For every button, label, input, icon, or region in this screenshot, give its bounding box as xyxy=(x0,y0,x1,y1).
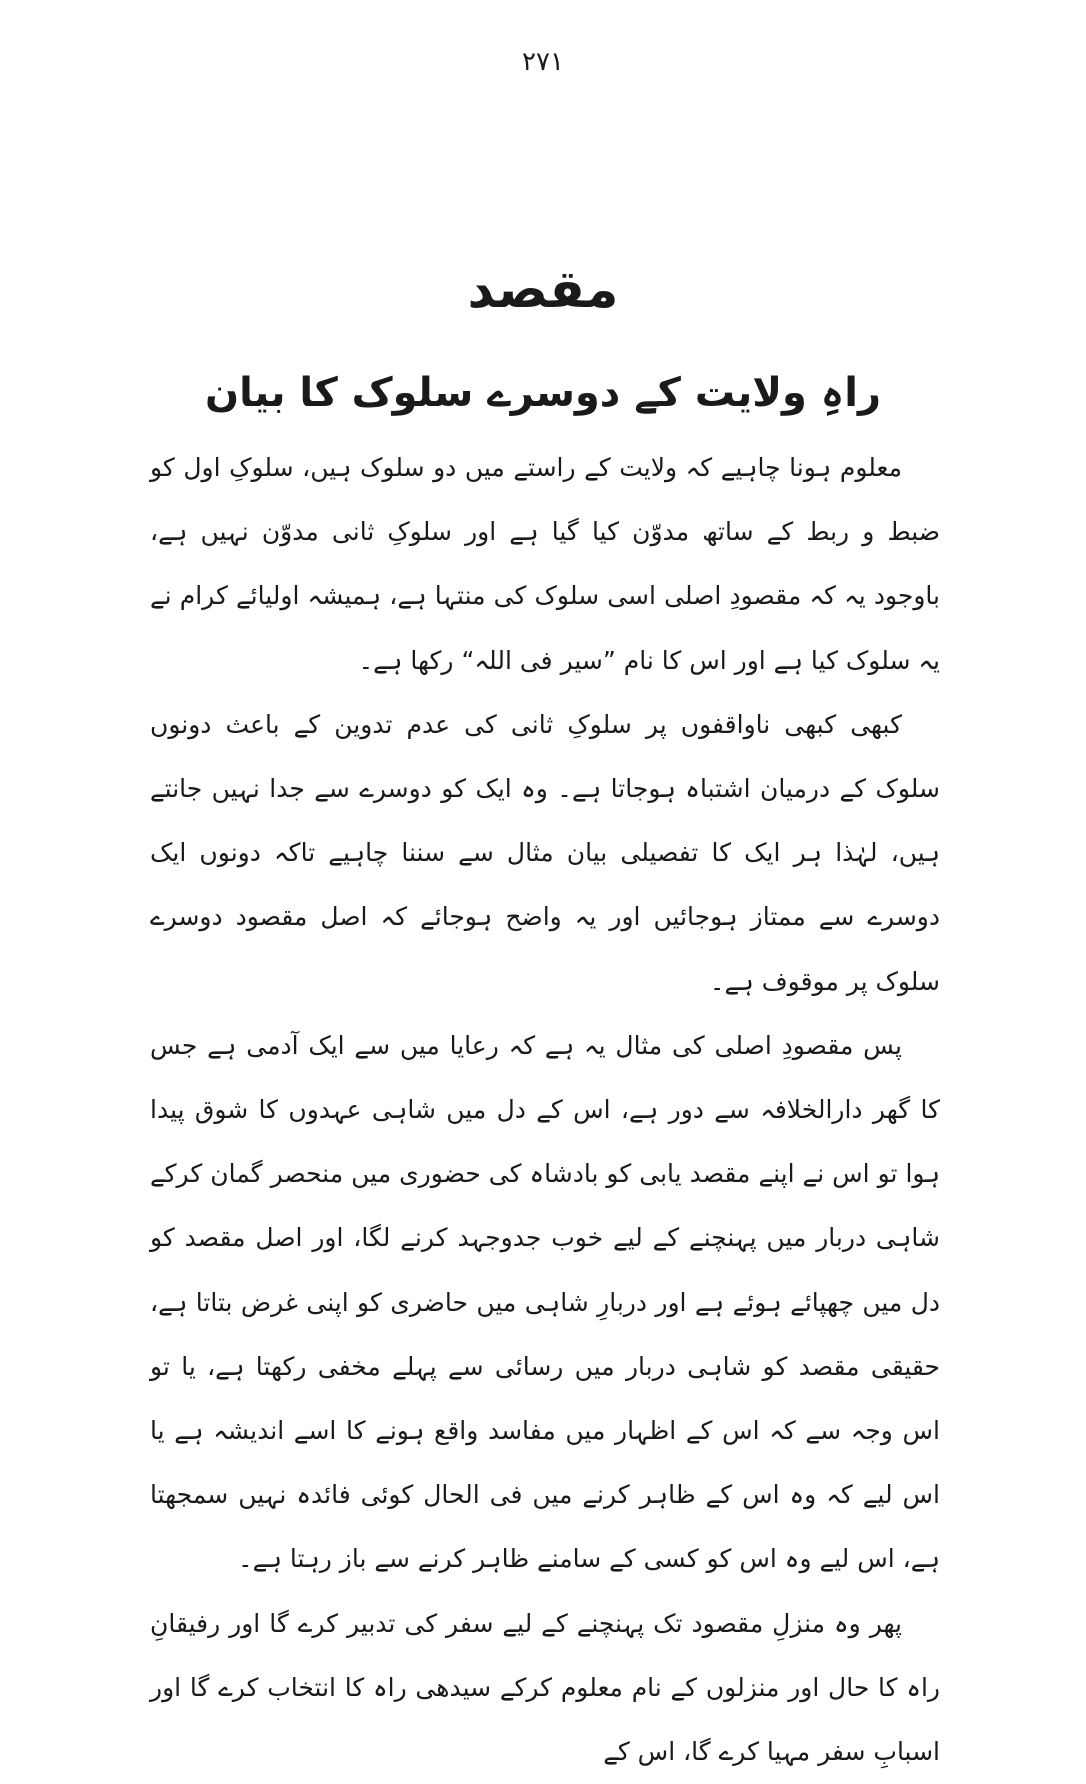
chapter-title: مقصد xyxy=(467,260,619,320)
paragraph: کبھی کبھی ناواقفوں پر سلوکِ ثانی کی عدم تدوین کے باعث دونوں سلوک کے درمیان اشتباہ ہوجاتا ہے۔ وہ ایک کو دوسرے سے جدا نہیں جانتے ہیں، لہٰذا ہر ایک کا تفصیلی بیان مثال سے سننا چاہیے تاکہ دونوں ایک دوسرے سے ممتاز ہوجائیں اور یہ واضح ہوجائے کہ اصل مقصود دوسرے سلوک پر موقوف ہے۔ xyxy=(150,709,940,996)
page-number: ۲۷۱ xyxy=(522,47,564,77)
section-title: راہِ ولایت کے دوسرے سلوک کا بیان xyxy=(205,370,881,416)
paragraph: معلوم ہونا چاہیے کہ ولایت کے راستے میں دو سلوک ہیں، سلوکِ اول کو ضبط و ربط کے ساتھ مدوّن کیا گیا ہے اور سلوکِ ثانی مدوّن نہیں ہے، باوجود یہ کہ مقصودِ اصلی اسی سلوک کی منتہا ہے، ہمیشہ اولیائے کرام نے یہ سلوک کیا ہے اور اس کا نام ”سیر فی اللہ“ رکھا ہے۔ xyxy=(150,453,940,675)
body-text xyxy=(150,436,940,1784)
paragraph: پھر وہ منزلِ مقصود تک پہنچنے کے لیے سفر کی تدبیر کرے گا اور رفیقانِ راہ کا حال اور منزلوں کے نام معلوم کرکے سیدھی راہ کا انتخاب کرے گا اور اسبابِ سفر مہیا کرے گا، اس کے xyxy=(150,1608,940,1767)
paragraph: پس مقصودِ اصلی کی مثال یہ ہے کہ رعایا میں سے ایک آدمی ہے جس کا گھر دارالخلافہ سے دور ہے، اس کے دل میں شاہی عہدوں کا شوق پیدا ہوا تو اس نے اپنے مقصد یابی کو بادشاہ کی حضوری میں منحصر گمان کرکے شاہی دربار میں پہنچنے کے لیے خوب جدوجہد کرنے لگا، اور اصل مقصد کو دل میں چھپائے ہوئے ہے اور دربارِ شاہی میں حاضری کو اپنی غرض بتاتا ہے، حقیقی مقصد کو شاہی دربار میں رسائی سے پہلے مخفی رکھتا ہے، یا تو اس وجہ سے کہ اس کے اظہار میں مفاسد واقع ہونے کا اسے اندیشہ ہے یا اس لیے کہ وہ اس کے ظاہر کرنے میں فی الحال کوئی فائدہ نہیں سمجھتا ہے، اس لیے وہ اس کو کسی کے سامنے ظاہر کرنے سے باز رہتا ہے۔ xyxy=(150,1030,940,1574)
